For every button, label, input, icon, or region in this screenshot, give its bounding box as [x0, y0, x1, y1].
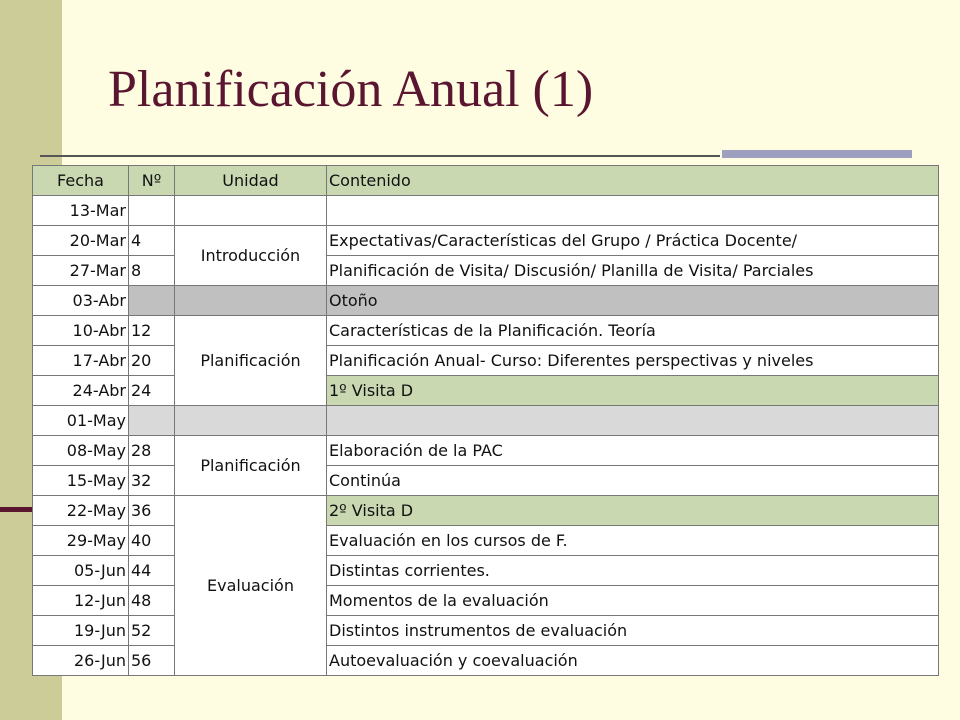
header-fecha: Fecha: [33, 166, 129, 196]
cell-contenido: [327, 406, 939, 436]
cell-fecha: 26-Jun: [33, 646, 129, 676]
cell-fecha: 22-May: [33, 496, 129, 526]
cell-contenido: Elaboración de la PAC: [327, 436, 939, 466]
table-row: [33, 556, 939, 586]
cell-numero: 24: [129, 376, 175, 406]
cell-numero: 44: [129, 556, 175, 586]
cell-contenido: 1º Visita D: [327, 376, 939, 406]
header-unidad: Unidad: [175, 166, 327, 196]
cell-contenido: Autoevaluación y coevaluación: [327, 646, 939, 676]
cell-contenido: Evaluación en los cursos de F.: [327, 526, 939, 556]
cell-contenido: Distintos instrumentos de evaluación: [327, 616, 939, 646]
table-row: [33, 196, 939, 226]
cell-contenido: [327, 196, 939, 226]
cell-unidad: [175, 406, 327, 436]
table-row: [33, 256, 939, 286]
cell-contenido: Expectativas/Características del Grupo / Práctica Docente/: [327, 226, 939, 256]
cell-numero: [129, 286, 175, 316]
table-row: [33, 286, 939, 316]
page-title: Planificación Anual (1): [108, 61, 594, 118]
cell-fecha: 29-May: [33, 526, 129, 556]
header-contenido: Contenido: [327, 166, 939, 196]
cell-numero: 52: [129, 616, 175, 646]
table-row: [33, 466, 939, 496]
table-row: [33, 346, 939, 376]
cell-contenido: Características de la Planificación. Teoría: [327, 316, 939, 346]
cell-fecha: 08-May: [33, 436, 129, 466]
table-row: [33, 526, 939, 556]
cell-numero: 36: [129, 496, 175, 526]
cell-numero: 28: [129, 436, 175, 466]
cell-numero: [129, 196, 175, 226]
table-row: [33, 316, 939, 346]
cell-fecha: 03-Abr: [33, 286, 129, 316]
cell-unidad: [175, 286, 327, 316]
plan-table: [32, 165, 939, 676]
cell-numero: 32: [129, 466, 175, 496]
cell-unidad: [175, 196, 327, 226]
table-row: [33, 376, 939, 406]
cell-fecha: 12-Jun: [33, 586, 129, 616]
table-row: [33, 406, 939, 436]
header-numero: Nº: [129, 166, 175, 196]
cell-contenido: Distintas corrientes.: [327, 556, 939, 586]
cell-numero: 4: [129, 226, 175, 256]
cell-numero: 8: [129, 256, 175, 286]
cell-fecha: 27-Mar: [33, 256, 129, 286]
cell-numero: 12: [129, 316, 175, 346]
cell-fecha: 19-Jun: [33, 616, 129, 646]
cell-unidad-introduccion: Introducción: [175, 226, 327, 286]
table-row: [33, 616, 939, 646]
table-header-row: [33, 166, 939, 196]
cell-contenido: Otoño: [327, 286, 939, 316]
title-underline-accent: [722, 150, 912, 158]
cell-numero: 40: [129, 526, 175, 556]
cell-fecha: 05-Jun: [33, 556, 129, 586]
cell-contenido: 2º Visita D: [327, 496, 939, 526]
cell-fecha: 01-May: [33, 406, 129, 436]
cell-fecha: 24-Abr: [33, 376, 129, 406]
cell-contenido: Continúa: [327, 466, 939, 496]
cell-numero: [129, 406, 175, 436]
cell-numero: 48: [129, 586, 175, 616]
cell-unidad-planificacion: Planificación: [175, 316, 327, 406]
table-row: [33, 646, 939, 676]
table-row: [33, 586, 939, 616]
cell-unidad-planificacion: Planificación: [175, 436, 327, 496]
cell-fecha: 13-Mar: [33, 196, 129, 226]
cell-fecha: 15-May: [33, 466, 129, 496]
cell-fecha: 10-Abr: [33, 316, 129, 346]
table-row: [33, 496, 939, 526]
cell-contenido: Momentos de la evaluación: [327, 586, 939, 616]
cell-fecha: 17-Abr: [33, 346, 129, 376]
cell-numero: 56: [129, 646, 175, 676]
table-row: [33, 436, 939, 466]
cell-contenido: Planificación de Visita/ Discusión/ Planilla de Visita/ Parciales: [327, 256, 939, 286]
title-underline: [40, 155, 720, 157]
cell-contenido: Planificación Anual- Curso: Diferentes perspectivas y niveles: [327, 346, 939, 376]
table-row: [33, 226, 939, 256]
cell-unidad-evaluacion: Evaluación: [175, 496, 327, 676]
cell-numero: 20: [129, 346, 175, 376]
cell-fecha: 20-Mar: [33, 226, 129, 256]
